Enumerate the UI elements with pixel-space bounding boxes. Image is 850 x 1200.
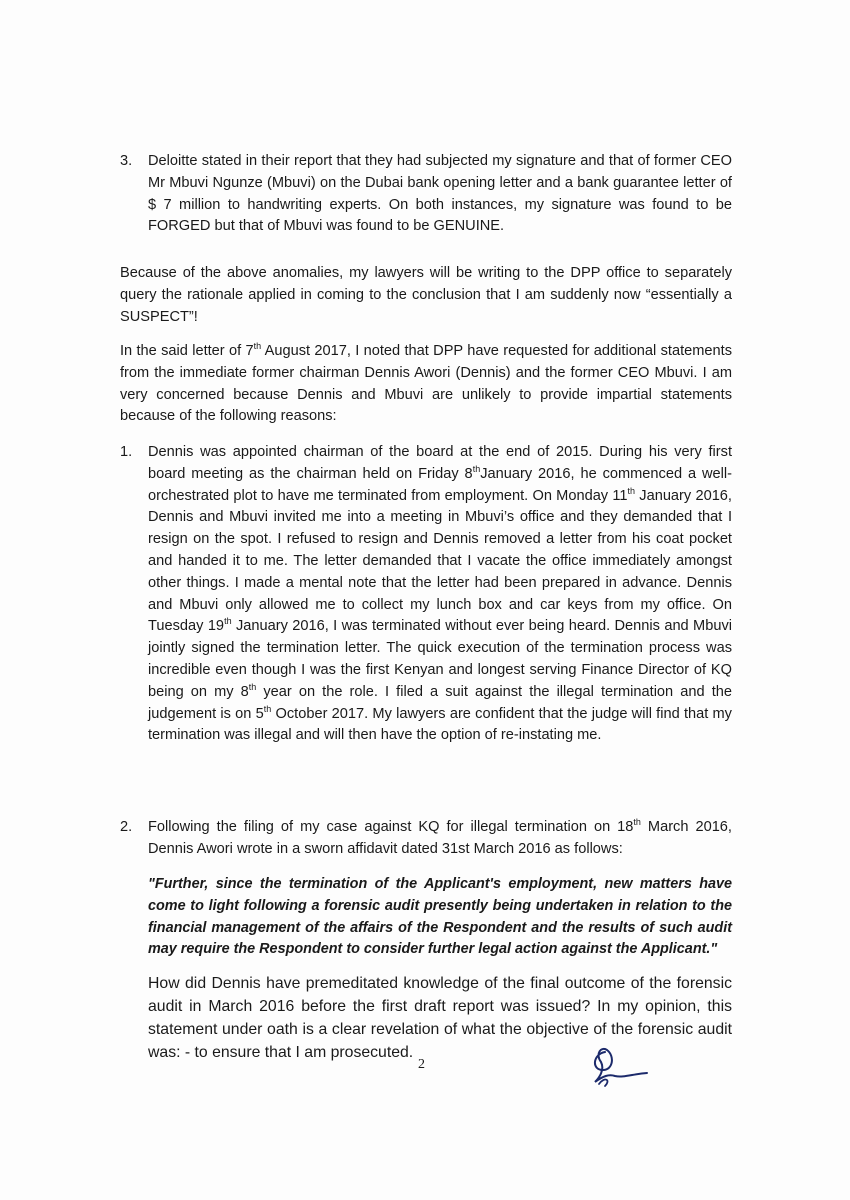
text-run: March 2016, Dennis Awori wrote in a sworn affidavit dated 31st March 2016 as follows: [148,819,732,857]
list-item-3 [120,151,732,238]
text-run: January 2016, Dennis and Mbuvi invited me into a meeting in Mbuvi’s office and they demanded that I resign on the spot. I refused to resign and Dennis removed a letter from his coat pocket and handed it to me. The letter demanded that I vacate the office immediately amongst other things. I made a mental note that the letter had been prepared in advance. Dennis and Mbuvi only allowed me to collect my lunch box and car keys from my office. On Tuesday 19 [148,487,732,635]
superscript: th [627,485,636,496]
signature-icon [585,1040,655,1090]
paragraph-letter [120,341,732,428]
text-run: January 2016, he commenced a well-orchestrated plot to have me terminated from employment. On Monday 11 [148,465,732,504]
paragraph-final: How did Dennis have premeditated knowledge of the final outcome of the forensic audit in March 2016 before the first draft report was issued? In my opinion, this statement under oath is a clear revelation of what the objective of the forensic audit was: - to ensure that I am prosecuted. [148,975,732,1061]
text-run: January 2016, I was terminated without ever being heard. Dennis and Mbuvi jointly signed the termination letter. The quick execution of the termination process was incredible even though I was the first Kenyan and longest serving Finance Director of KQ being on my 8 [148,618,732,700]
text-run: Dennis was appointed chairman of the board at the end of 2015. During his very first board meeting as the chairman held on Friday 8 [148,444,732,482]
text-run: October 2017. My lawyers are confident that the judge will find that my termination was illegal and will then have the option of re-instating me. [148,705,732,744]
list-number: 3. [120,153,133,169]
text-run: year on the role. I filed a suit against the illegal termination and the judgement is on 5 [148,683,732,722]
text-run: August 2017, I noted that DPP have requested for additional statements from the immediate former chairman Dennis Awori (Dennis) and the former CEO Mbuvi. I am very concerned because Dennis and Mbuvi are unlikely to provide impartial statements because of the following reasons: [120,343,732,425]
list-text [148,442,732,747]
list-text: Deloitte stated in their report that they had subjected my signature and that of former CEO Mr Mbuvi Ngunze (Mbuvi) on the Dubai bank opening letter and a bank guarantee letter of $ 7 million to handwriting experts. On both instances, my signature was found to be FORGED but that of Mbuvi was found to be GENUINE. [148,153,732,235]
list-number: 2. [120,819,133,835]
list-text [148,817,732,861]
page-number: 2 [418,1057,425,1072]
list-number: 1. [120,444,133,460]
superscript: th [472,463,481,474]
superscript: th [248,681,257,692]
list-item-2 [120,817,732,861]
paragraph-anomalies: Because of the above anomalies, my lawyers will be writing to the DPP office to separately query the rationale applied in coming to the conclusion that I am suddenly now “essentially a SUSPECT”! [120,265,732,325]
superscript: th [253,341,262,352]
text-run: Following the filing of my case against KQ for illegal termination on 18 [148,819,634,835]
list-item-1 [120,442,732,747]
superscript: th [263,703,272,714]
text-run: In the said letter of 7 [120,343,254,359]
superscript: th [224,616,232,627]
superscript: th [633,817,641,828]
affidavit-quote: "Further, since the termination of the Applicant's employment, new matters have come to light following a forensic audit presently being undertaken in relation to the financial management of the affairs of the Respondent and the results of such audit may require the Respondent to consider further legal action against the Applicant." [148,876,732,958]
